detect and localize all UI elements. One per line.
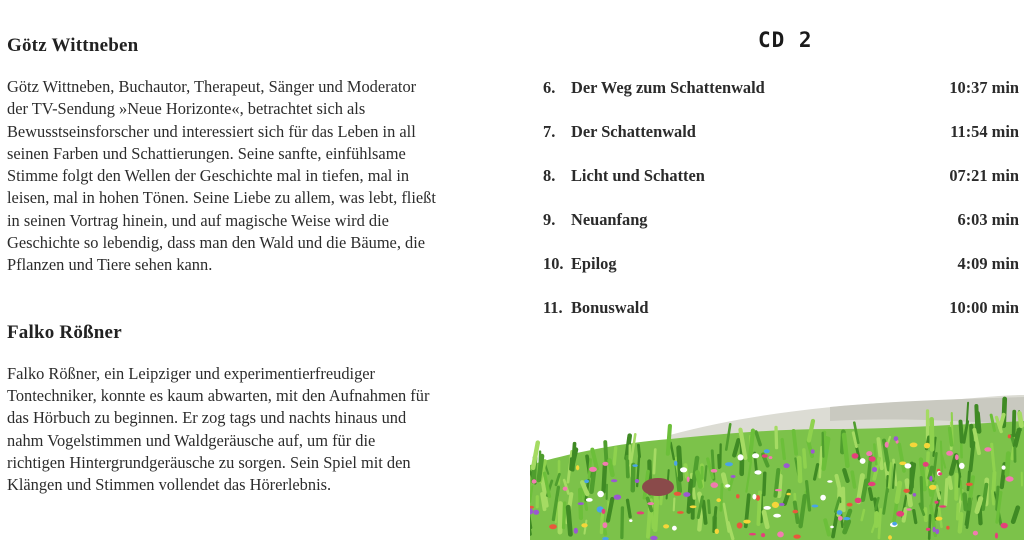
grass-blade [705, 466, 706, 480]
flower-dot [868, 482, 876, 486]
flower-dot [532, 479, 537, 483]
flower-dot [995, 533, 998, 539]
grass-blade [897, 483, 900, 501]
flower-dot [764, 506, 771, 510]
flower-dot [581, 523, 587, 527]
grass-blade [799, 458, 800, 481]
grass-blade [960, 422, 961, 442]
flower-dot [576, 465, 579, 470]
flower-dot [1002, 465, 1006, 469]
flower-dot [779, 503, 784, 506]
flower-dot [896, 511, 904, 517]
flower-dot [672, 526, 677, 531]
track-duration: 6:03 min [957, 210, 1019, 229]
grass-blade [879, 509, 881, 538]
grass-blade [605, 442, 606, 462]
flower-dot [775, 489, 782, 491]
grass-blade [927, 453, 929, 484]
track-row [543, 298, 1019, 342]
flower-dot [906, 508, 911, 511]
flower-dot [772, 502, 779, 508]
grass-blade [674, 499, 675, 511]
grass-blade [921, 478, 922, 508]
flower-dot [855, 498, 862, 504]
grass-blade [714, 508, 716, 532]
grass-blade [946, 480, 947, 505]
flower-dot [754, 470, 761, 474]
grass-blade [823, 433, 824, 457]
grass-blade [1020, 413, 1022, 425]
flower-dot [946, 451, 953, 456]
grass-blade [976, 406, 977, 431]
flower-dot [892, 522, 897, 526]
flower-dot [929, 485, 936, 490]
grass-blade [614, 448, 615, 464]
flower-dot [811, 449, 815, 453]
grass-blade [764, 473, 765, 494]
bio-column [7, 30, 497, 496]
grass-blade [703, 502, 705, 523]
flower-dot [777, 531, 784, 537]
track-duration: 4:09 min [957, 254, 1019, 273]
track-title: Neuanfang [571, 210, 648, 229]
meadow-illustration [530, 395, 1024, 540]
grass-blade [622, 508, 623, 537]
grass-blade [627, 457, 628, 477]
grass-blade [542, 494, 544, 509]
flower-dot [674, 461, 677, 466]
grass-blade [950, 428, 952, 444]
flower-dot [650, 536, 658, 540]
bio-text: Falko Rößner, ein Leipziger und experimentierfreudiger Tontechniker, konnte es kaum abwarten, mit den Aufnahmen für das Hörbuch zu beginnen. Er zog tags und nachts hinaus und nahm Vogelstimmen und Waldgeräusche auf, um für die richtigen Hintergrundgeräusche zu sorgen. Sein Spiel mit den Klängen und Stimmen vollendet das Hörerlebnis. [7, 363, 430, 495]
grass-blade [679, 448, 681, 479]
flower-dot [764, 449, 770, 453]
flower-dot [629, 519, 632, 522]
track-duration: 07:21 min [949, 166, 1019, 185]
grass-blade [638, 445, 639, 456]
grass-blade [820, 447, 822, 477]
flower-dot [533, 510, 539, 515]
flower-dot [589, 467, 597, 472]
flower-dot [923, 462, 929, 467]
grass-blade [654, 450, 655, 474]
flower-dot [924, 443, 930, 449]
flower-dot [894, 436, 899, 441]
flower-dot [1001, 523, 1008, 529]
bio-text: Götz Wittneben, Buchautor, Therapeut, Sänger und Moderator der TV-Sendung »Neue Horizonte«, betrachtet sich als Bewusstseinsforscher und interessiert sich für das Leben in all seinen Farben und Schattierungen. Seine sanfte, einfühlsame Stimme folgt den Wellen der Geschichte mal in tiefen, mal in leisen, mal in hohen Tönen. Seine Liebe zu allem, was lebt, fließt in seinen Vortrag hinein, und auf magische Weise wird die Geschichte so lebendig, dass man den Wald und die Bäume, die Pflanzen und Tiere sehen kann. [7, 77, 436, 275]
track-duration: 10:37 min [949, 78, 1019, 97]
flower-dot [680, 467, 687, 472]
track-title: Der Weg zum Schattenwald [571, 78, 765, 97]
flower-dot [574, 528, 578, 534]
flower-dot [838, 516, 843, 521]
grass-blade [870, 489, 872, 499]
grass-blade [1007, 454, 1008, 475]
grass-blade [929, 515, 930, 538]
grass-blade [764, 512, 767, 527]
flower-dot [869, 456, 876, 462]
grass-blade [564, 503, 565, 528]
grass-blade [949, 478, 951, 488]
flower-dot [725, 484, 730, 487]
grass-blade [925, 509, 926, 520]
flower-dot [761, 533, 765, 537]
flower-dot [762, 454, 768, 457]
grass-blade [914, 511, 916, 523]
track-number: 10. [543, 254, 564, 273]
flower-dot [743, 520, 750, 524]
flower-dot [663, 524, 669, 528]
flower-dot [827, 480, 832, 482]
flower-dot [752, 494, 756, 500]
grass-blade [719, 455, 720, 467]
flower-dot [632, 464, 637, 467]
flower-dot [614, 495, 622, 500]
flower-dot [783, 463, 789, 468]
grass-blade [539, 456, 542, 480]
flower-dot [843, 517, 850, 520]
flower-dot [769, 456, 773, 459]
stone-shape [642, 478, 674, 496]
flower-dot [738, 454, 744, 460]
flower-dot [860, 458, 866, 464]
grass-blade [723, 475, 726, 486]
grass-blade [776, 427, 777, 447]
flower-dot [687, 477, 690, 483]
flower-dot [812, 505, 819, 508]
flower-dot [725, 462, 733, 466]
flower-dot [637, 511, 645, 514]
grass-blade [782, 440, 784, 459]
flower-dot [984, 447, 991, 451]
bio-section-goetz [7, 30, 497, 277]
flower-dot [793, 510, 799, 514]
flower-dot [690, 505, 697, 508]
grass-blade [968, 472, 969, 490]
track-row [543, 78, 1019, 122]
flower-dot [973, 531, 978, 536]
flower-dot [716, 498, 721, 502]
flower-dot [913, 493, 917, 497]
track-duration: 10:00 min [949, 298, 1019, 317]
track-number: 9. [543, 210, 556, 229]
flower-dot [926, 528, 930, 531]
flower-dot [635, 479, 639, 483]
flower-dot [946, 526, 949, 530]
flower-dot [866, 451, 872, 456]
flower-dot [830, 526, 834, 529]
flower-dot [711, 482, 719, 488]
track-title: Bonuswald [571, 298, 649, 317]
cd-title: CD 2 [758, 28, 813, 52]
flower-dot [711, 469, 718, 473]
flower-dot [885, 442, 889, 448]
flower-dot [578, 502, 584, 505]
grass-blade [804, 450, 805, 467]
grass-blade [610, 460, 613, 474]
track-number: 11. [543, 298, 563, 317]
track-title: Licht und Schatten [571, 166, 705, 185]
grass-blade [633, 465, 634, 490]
flower-dot [586, 498, 593, 502]
track-duration: 11:54 min [950, 122, 1019, 141]
flower-dot [872, 467, 877, 472]
flower-dot [674, 492, 682, 496]
grass-blade [852, 472, 854, 487]
section-heading: Falko Rößner [7, 321, 122, 343]
grass-blade [1014, 412, 1015, 436]
track-row [543, 210, 1019, 254]
grass-blade [904, 509, 906, 521]
flower-dot [584, 480, 589, 484]
flower-dot [1006, 476, 1014, 481]
flower-dot [683, 492, 690, 497]
flower-dot [715, 529, 719, 534]
flower-dot [959, 463, 965, 469]
flower-dot [935, 517, 942, 521]
flower-dot [563, 487, 568, 491]
flower-dot [773, 514, 781, 518]
track-row [543, 166, 1019, 210]
grass-blade [1004, 399, 1005, 426]
flower-dot [737, 522, 743, 528]
grass-blade [604, 464, 605, 491]
track-title: Epilog [571, 254, 617, 273]
flower-dot [647, 502, 654, 505]
flower-dot [603, 522, 608, 528]
grass-blade [668, 426, 670, 454]
grass-blade [568, 507, 570, 534]
track-number: 8. [543, 166, 556, 185]
flower-dot [938, 472, 942, 475]
track-number: 7. [543, 122, 556, 141]
grass-blade [959, 473, 960, 486]
flower-dot [756, 495, 760, 501]
grass-blade [721, 485, 722, 511]
grass-blade [992, 491, 993, 504]
flower-dot [736, 494, 740, 498]
flower-dot [852, 453, 859, 459]
flower-dot [677, 511, 684, 514]
flower-dot [966, 483, 973, 486]
flower-dot [749, 533, 756, 536]
flower-dot [1008, 434, 1011, 438]
flower-dot [903, 489, 909, 493]
flower-dot [786, 493, 790, 496]
flower-dot [820, 495, 826, 501]
grass-blade [697, 473, 700, 487]
grass-blade [794, 431, 797, 454]
grass-blade [993, 473, 994, 490]
grass-blade [709, 501, 710, 513]
tracklist [543, 78, 1019, 342]
flower-dot [935, 529, 939, 534]
flower-dot [731, 475, 736, 478]
flower-dot [888, 535, 892, 539]
track-title: Der Schattenwald [571, 122, 696, 141]
flower-dot [602, 462, 608, 466]
flower-dot [602, 509, 606, 514]
grass-blade [958, 504, 959, 519]
section-heading: Götz Wittneben [7, 35, 139, 56]
flower-dot [549, 524, 557, 529]
flower-dot [929, 476, 932, 482]
flower-dot [933, 527, 936, 533]
flower-dot [910, 443, 918, 448]
track-number: 6. [543, 78, 556, 97]
flower-dot [935, 501, 939, 504]
grass-blade [960, 514, 962, 531]
flower-dot [939, 505, 946, 508]
grass-blade [843, 489, 844, 511]
flower-dot [905, 463, 912, 468]
flower-dot [597, 491, 604, 497]
flower-dot [752, 453, 759, 458]
flower-dot [793, 535, 800, 539]
grass-blade [592, 471, 595, 492]
grass-blade [776, 470, 779, 496]
flower-dot [611, 479, 617, 482]
grass-blade [601, 514, 602, 533]
flower-dot [837, 510, 843, 515]
flower-dot [847, 503, 853, 507]
bio-section-falko [7, 317, 497, 497]
grass-blade [961, 481, 963, 500]
grass-blade [965, 495, 966, 510]
track-row [543, 254, 1019, 298]
flower-dot [955, 454, 959, 460]
track-row [543, 122, 1019, 166]
